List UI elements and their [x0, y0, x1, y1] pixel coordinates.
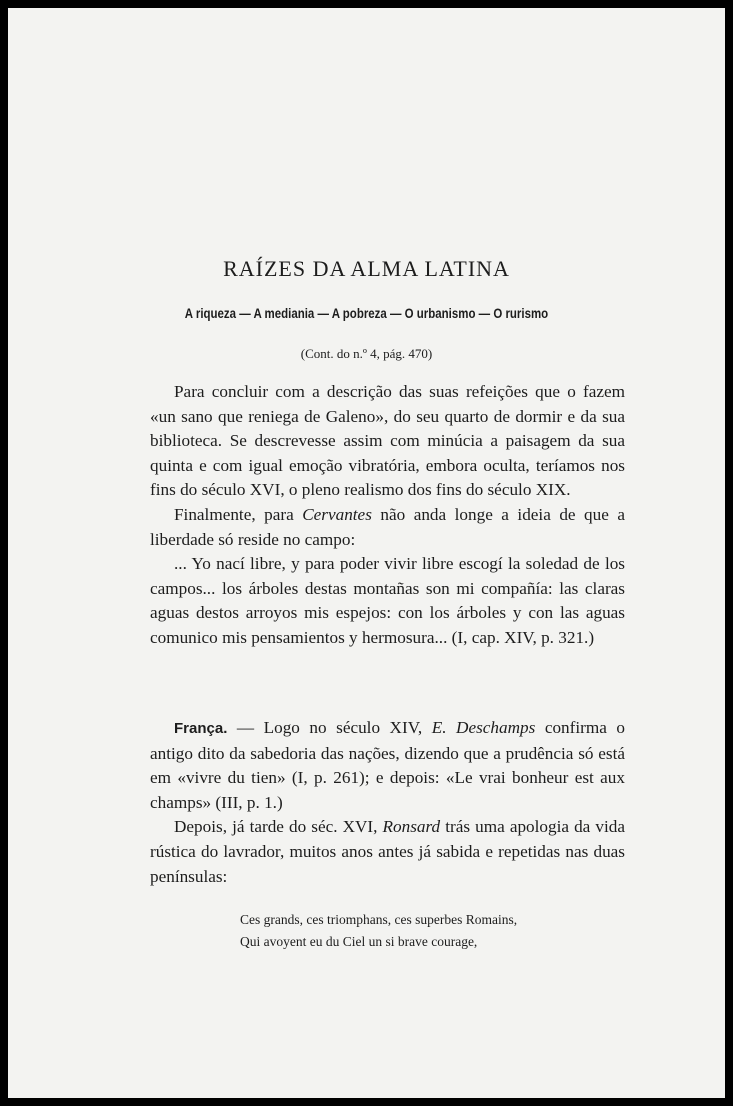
paragraph — [150, 716, 625, 815]
article-subtitle: A riqueza — A mediania — A pobreza — O urbanismo — O rurismo — [184, 305, 549, 321]
author-name: E. Deschamps — [431, 718, 536, 737]
paragraph: Para concluir com a descrição das suas refeições que o fazem «un sano que reniega de Galeno», do seu quarto de dormir e da sua biblioteca. Se descrevesse assim com minúcia a paisagem da sua quinta e com igual emoção vibratória, embora oculta, teríamos nos fins do século XVI, o pleno realismo dos fins do século XIX. — [150, 382, 625, 500]
verse-block — [240, 909, 517, 953]
paragraph — [150, 503, 625, 552]
section-franca — [150, 716, 625, 889]
verse-line: Ces grands, ces triomphans, ces superbes Romains, — [240, 912, 518, 927]
paragraph-text: trás uma apologia da vida rústica do lavrador, muitos anos antes já sabida e repetidas nas duas penínsulas: — [150, 817, 625, 886]
article-title: RAÍZES DA ALMA LATINA — [223, 256, 510, 281]
section-cervantes — [150, 380, 625, 651]
quotation: ... Yo nací libre, y para poder vivir libre escogí la soledad de los campos... los árboles destas montañas son mi compañía: las claras aguas destos arroyos mis espejos: con los árboles y con las aguas comunico mis pensamientos y hermosura... (I, cap. XIV, p. 321.) — [150, 554, 625, 647]
document-page — [8, 8, 725, 1098]
section-heading: França. — [174, 720, 228, 737]
author-name: Ronsard — [382, 817, 441, 837]
paragraph-text: Finalmente, para — [174, 504, 303, 524]
paragraph — [150, 815, 625, 889]
paragraph-text: não anda longe a ideia de que a liberdade só reside no campo: — [150, 504, 625, 549]
paragraph-text: confirma o antigo dito da sabedoria das nações, dizendo que a prudência só está em «vivre du tien» (I, p. 261); e depois: «Le vrai bonheur est aux champs» (III, p. 1.) — [150, 718, 625, 812]
paragraph-text: Depois, já tarde do séc. XVI, — [174, 817, 383, 837]
paragraph-text: — Logo no século XIV, — [227, 718, 432, 737]
continuation-note: (Cont. do n.º 4, pág. 470) — [300, 346, 433, 361]
verse-line: Qui avoyent eu du Ciel un si brave courage, — [240, 934, 478, 949]
author-name: Cervantes — [302, 504, 372, 524]
